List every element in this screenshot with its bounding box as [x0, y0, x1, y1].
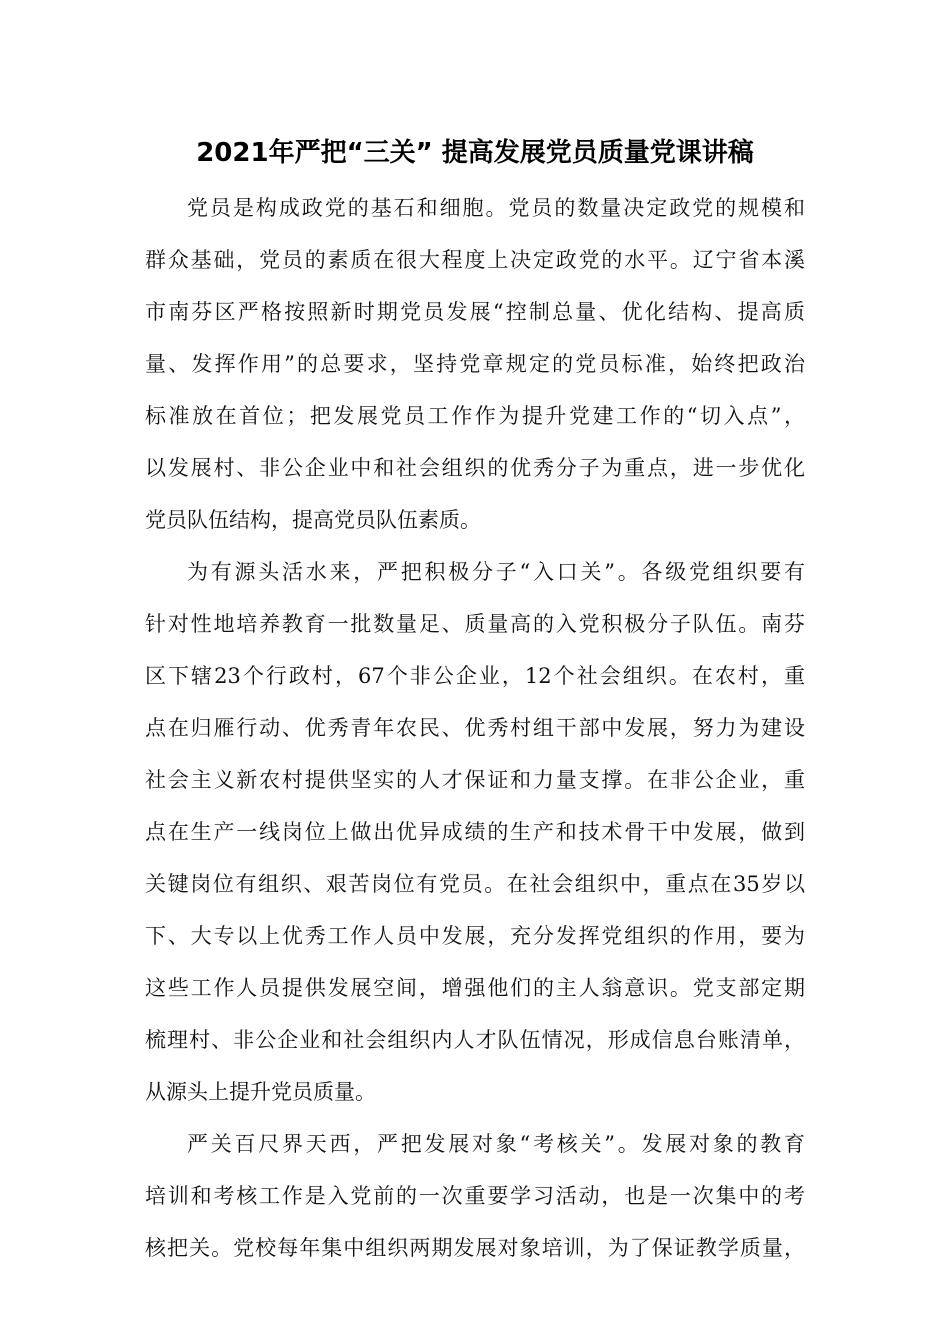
- text-line: 区下辖23个行政村，67个非公企业，12个社会组织。在农村，重: [145, 664, 805, 688]
- text-line: 为有源头活水来，严把积极分子“入口关”。各级党组织要有: [187, 560, 805, 584]
- document-body: [145, 182, 805, 1274]
- text-line: 党员是构成政党的基石和细胞。党员的数量决定政党的规模和: [187, 196, 805, 220]
- text-line: 梳理村、非公企业和社会组织内人才队伍情况，形成信息台账清单，: [145, 1028, 805, 1052]
- text-line: 点在生产一线岗位上做出优异成绩的生产和技术骨干中发展，做到: [145, 820, 805, 844]
- paragraph-1: [145, 182, 805, 546]
- text-line: 针对性地培养教育一批数量足、质量高的入党积极分子队伍。南芬: [145, 612, 805, 636]
- paragraph-2: [145, 546, 805, 1118]
- text-line: 以发展村、非公企业中和社会组织的优秀分子为重点，进一步优化: [145, 456, 805, 480]
- text-line: 党员队伍结构，提高党员队伍素质。: [145, 508, 481, 532]
- text-line: 标准放在首位；把发展党员工作作为提升党建工作的“切入点”，: [145, 404, 805, 428]
- text-line: 核把关。党校每年集中组织两期发展对象培训，为了保证教学质量，: [145, 1236, 805, 1260]
- text-line: 这些工作人员提供发展空间，增强他们的主人翁意识。党支部定期: [145, 976, 805, 1000]
- text-line: 社会主义新农村提供坚实的人才保证和力量支撑。在非公企业，重: [145, 768, 805, 792]
- paragraph-3: [145, 1118, 805, 1274]
- document-title: 2021年严把“三关” 提高发展党员质量党课讲稿: [196, 138, 754, 168]
- text-line: 市南芬区严格按照新时期党员发展“控制总量、优化结构、提高质: [145, 300, 805, 324]
- text-line: 群众基础，党员的素质在很大程度上决定政党的水平。辽宁省本溪: [145, 248, 805, 272]
- text-line: 点在归雁行动、优秀青年农民、优秀村组干部中发展，努力为建设: [145, 716, 805, 740]
- text-line: 关键岗位有组织、艰苦岗位有党员。在社会组织中，重点在35岁以: [145, 872, 805, 896]
- text-line: 培训和考核工作是入党前的一次重要学习活动，也是一次集中的考: [145, 1184, 805, 1208]
- text-line: 严关百尺界天西，严把发展对象“考核关”。发展对象的教育: [187, 1132, 805, 1156]
- text-line: 下、大专以上优秀工作人员中发展，充分发挥党组织的作用，要为: [145, 924, 805, 948]
- text-line: 量、发挥作用”的总要求，坚持党章规定的党员标准，始终把政治: [145, 352, 805, 376]
- text-line: 从源头上提升党员质量。: [145, 1080, 376, 1104]
